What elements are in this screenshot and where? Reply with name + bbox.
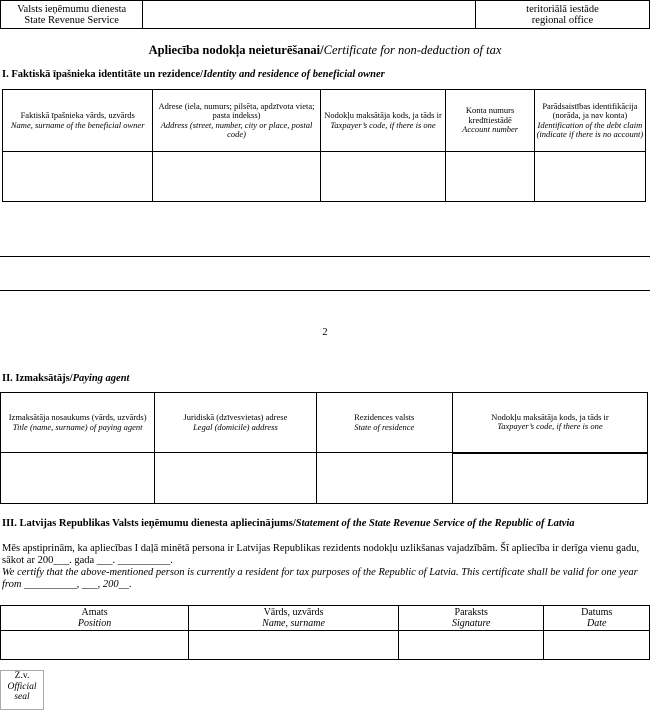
section1-heading [2,69,385,80]
column-header [316,393,452,453]
column-header [1,393,155,453]
table-header-row [3,90,646,152]
beneficial-owner-table [2,89,646,202]
section2-heading-en: Paying agent [72,373,130,384]
column-header-en: Date [586,618,607,629]
column-header [189,606,399,631]
seal-en1: Official [7,681,37,692]
column-header [399,606,544,631]
column-header-lv: Adrese (iela, numurs; pilsēta, apdzīvota vieta; pasta indekss) [158,100,315,120]
column-header-lv: Vārds, uzvārds [263,607,324,618]
agent-state-field[interactable] [316,453,452,504]
title-en: Certificate for non-deduction of tax [323,43,502,57]
section1-heading-lv: I. Faktiskā īpašnieka identitāte un rezidence/ [2,69,204,80]
column-header-lv: Faktiskā īpašnieka vārds, uzvārds [20,110,135,120]
header-blank-cell[interactable] [143,1,476,29]
table-row [1,631,650,660]
seal-en2: seal [14,692,30,702]
agent-taxpayer-code-field[interactable] [452,453,647,504]
section3-heading [2,518,648,529]
column-header-lv: Konta numurs kredītiestādē [465,105,515,125]
position-field[interactable] [1,631,189,660]
column-header-lv: Izmaksātāja nosaukums (vārds, uzvārds) [8,412,147,422]
table-header-row [1,606,650,631]
column-header [320,90,446,152]
owner-account-number-field[interactable] [446,152,534,202]
column-header-en: Name, surname of the beneficial owner [10,119,145,130]
section1-heading-en: Identity and residence of beneficial owner [203,69,385,80]
column-header-en: Position [77,618,112,629]
section2-heading [2,373,129,384]
column-header-lv: Datums [581,607,613,618]
column-header-lv: Paraksts [454,607,488,618]
column-header-en: Signature [451,618,491,629]
column-header [544,606,650,631]
header-right-en: regional office [531,14,594,26]
statement-en: We certify that the above-mentioned person is currently a resident for tax purposes of the Republic of Latvia. This certificate shall be valid for one year from __________, ___, 200__. [2,567,638,590]
agent-name-field[interactable] [1,453,155,504]
column-header-lv: Parādsaistības identifikācija (norāda, ja nav konta) [542,100,638,120]
header-right-cell [475,1,649,29]
statement-text [2,543,648,591]
section3-heading-en: Statement of the State Revenue Service of the Republic of Latvia [295,518,575,529]
column-header [1,606,189,631]
column-header-en: Taxpayer’s code, if there is one [330,119,436,130]
column-header-en: Name, surname [262,618,325,629]
column-header [155,393,316,453]
column-header [446,90,534,152]
table-header-row [1,393,648,453]
column-header-lv: Rezidences valsts [354,412,415,422]
header-left-en: State Revenue Service [24,14,119,26]
page-number: 2 [322,327,328,338]
header-left-lv: Valsts ieņēmumu dienesta [17,3,127,15]
header-right-lv: teritoriālā iestāde [526,3,599,15]
statement-lv: Mēs apstiprinām, ka apliecības I daļā minētā persona ir Latvijas Republikas rezidents nodokļu uzlikšanas vajadzībām. Šī apliecība ir derīga vienu gadu, sākot ar 200___. gada ___. __________. [2,543,640,566]
table-row [3,152,646,202]
owner-debt-claim-field[interactable] [534,152,645,202]
table-row [1,453,648,504]
signature-table [0,605,650,660]
column-header-en: Identification of the debt claim (indicate if there is no account) [536,119,644,139]
column-header-en: Taxpayer’s code, if there is one [497,421,603,432]
column-header [153,90,320,152]
divider-line [0,256,650,257]
owner-name-field[interactable] [3,152,153,202]
column-header-lv: Nodokļu maksātāja kods, ja tāds ir [491,411,609,422]
section2-heading-lv: II. Izmaksātājs/ [2,373,73,384]
page-title [0,43,650,58]
name-surname-field[interactable] [189,631,399,660]
divider-line [0,290,650,291]
date-field[interactable] [544,631,650,660]
owner-taxpayer-code-field[interactable] [320,152,446,202]
column-header-lv: Juridiskā (dzīvesvietas) adrese [183,412,288,422]
column-header-en: Title (name, surname) of paying agent [12,421,143,432]
signature-field[interactable] [399,631,544,660]
column-header-lv: Nodokļu maksātāja kods, ja tāds ir [324,110,442,120]
header-table [0,0,650,29]
paying-agent-table [0,392,648,504]
section3-heading-lv: III. Latvijas Republikas Valsts ieņēmumu dienesta apliecinājums/ [2,518,296,529]
column-header-lv: Amats [81,607,108,618]
column-header [452,393,647,453]
header-left-cell [1,1,143,29]
agent-address-field[interactable] [155,453,316,504]
column-header-en: Address (street, number, city or place, postal code) [160,119,313,139]
seal-lv: Z.v. [14,671,30,681]
column-header [3,90,153,152]
title-lv: Apliecība nodokļa neieturēšanai/ [148,43,324,57]
column-header-en: State of residence [354,421,415,432]
column-header-en: Account number [462,124,519,135]
column-header [534,90,645,152]
column-header-en: Legal (domicile) address [193,421,278,432]
owner-address-field[interactable] [153,152,320,202]
official-seal-box [0,670,44,710]
